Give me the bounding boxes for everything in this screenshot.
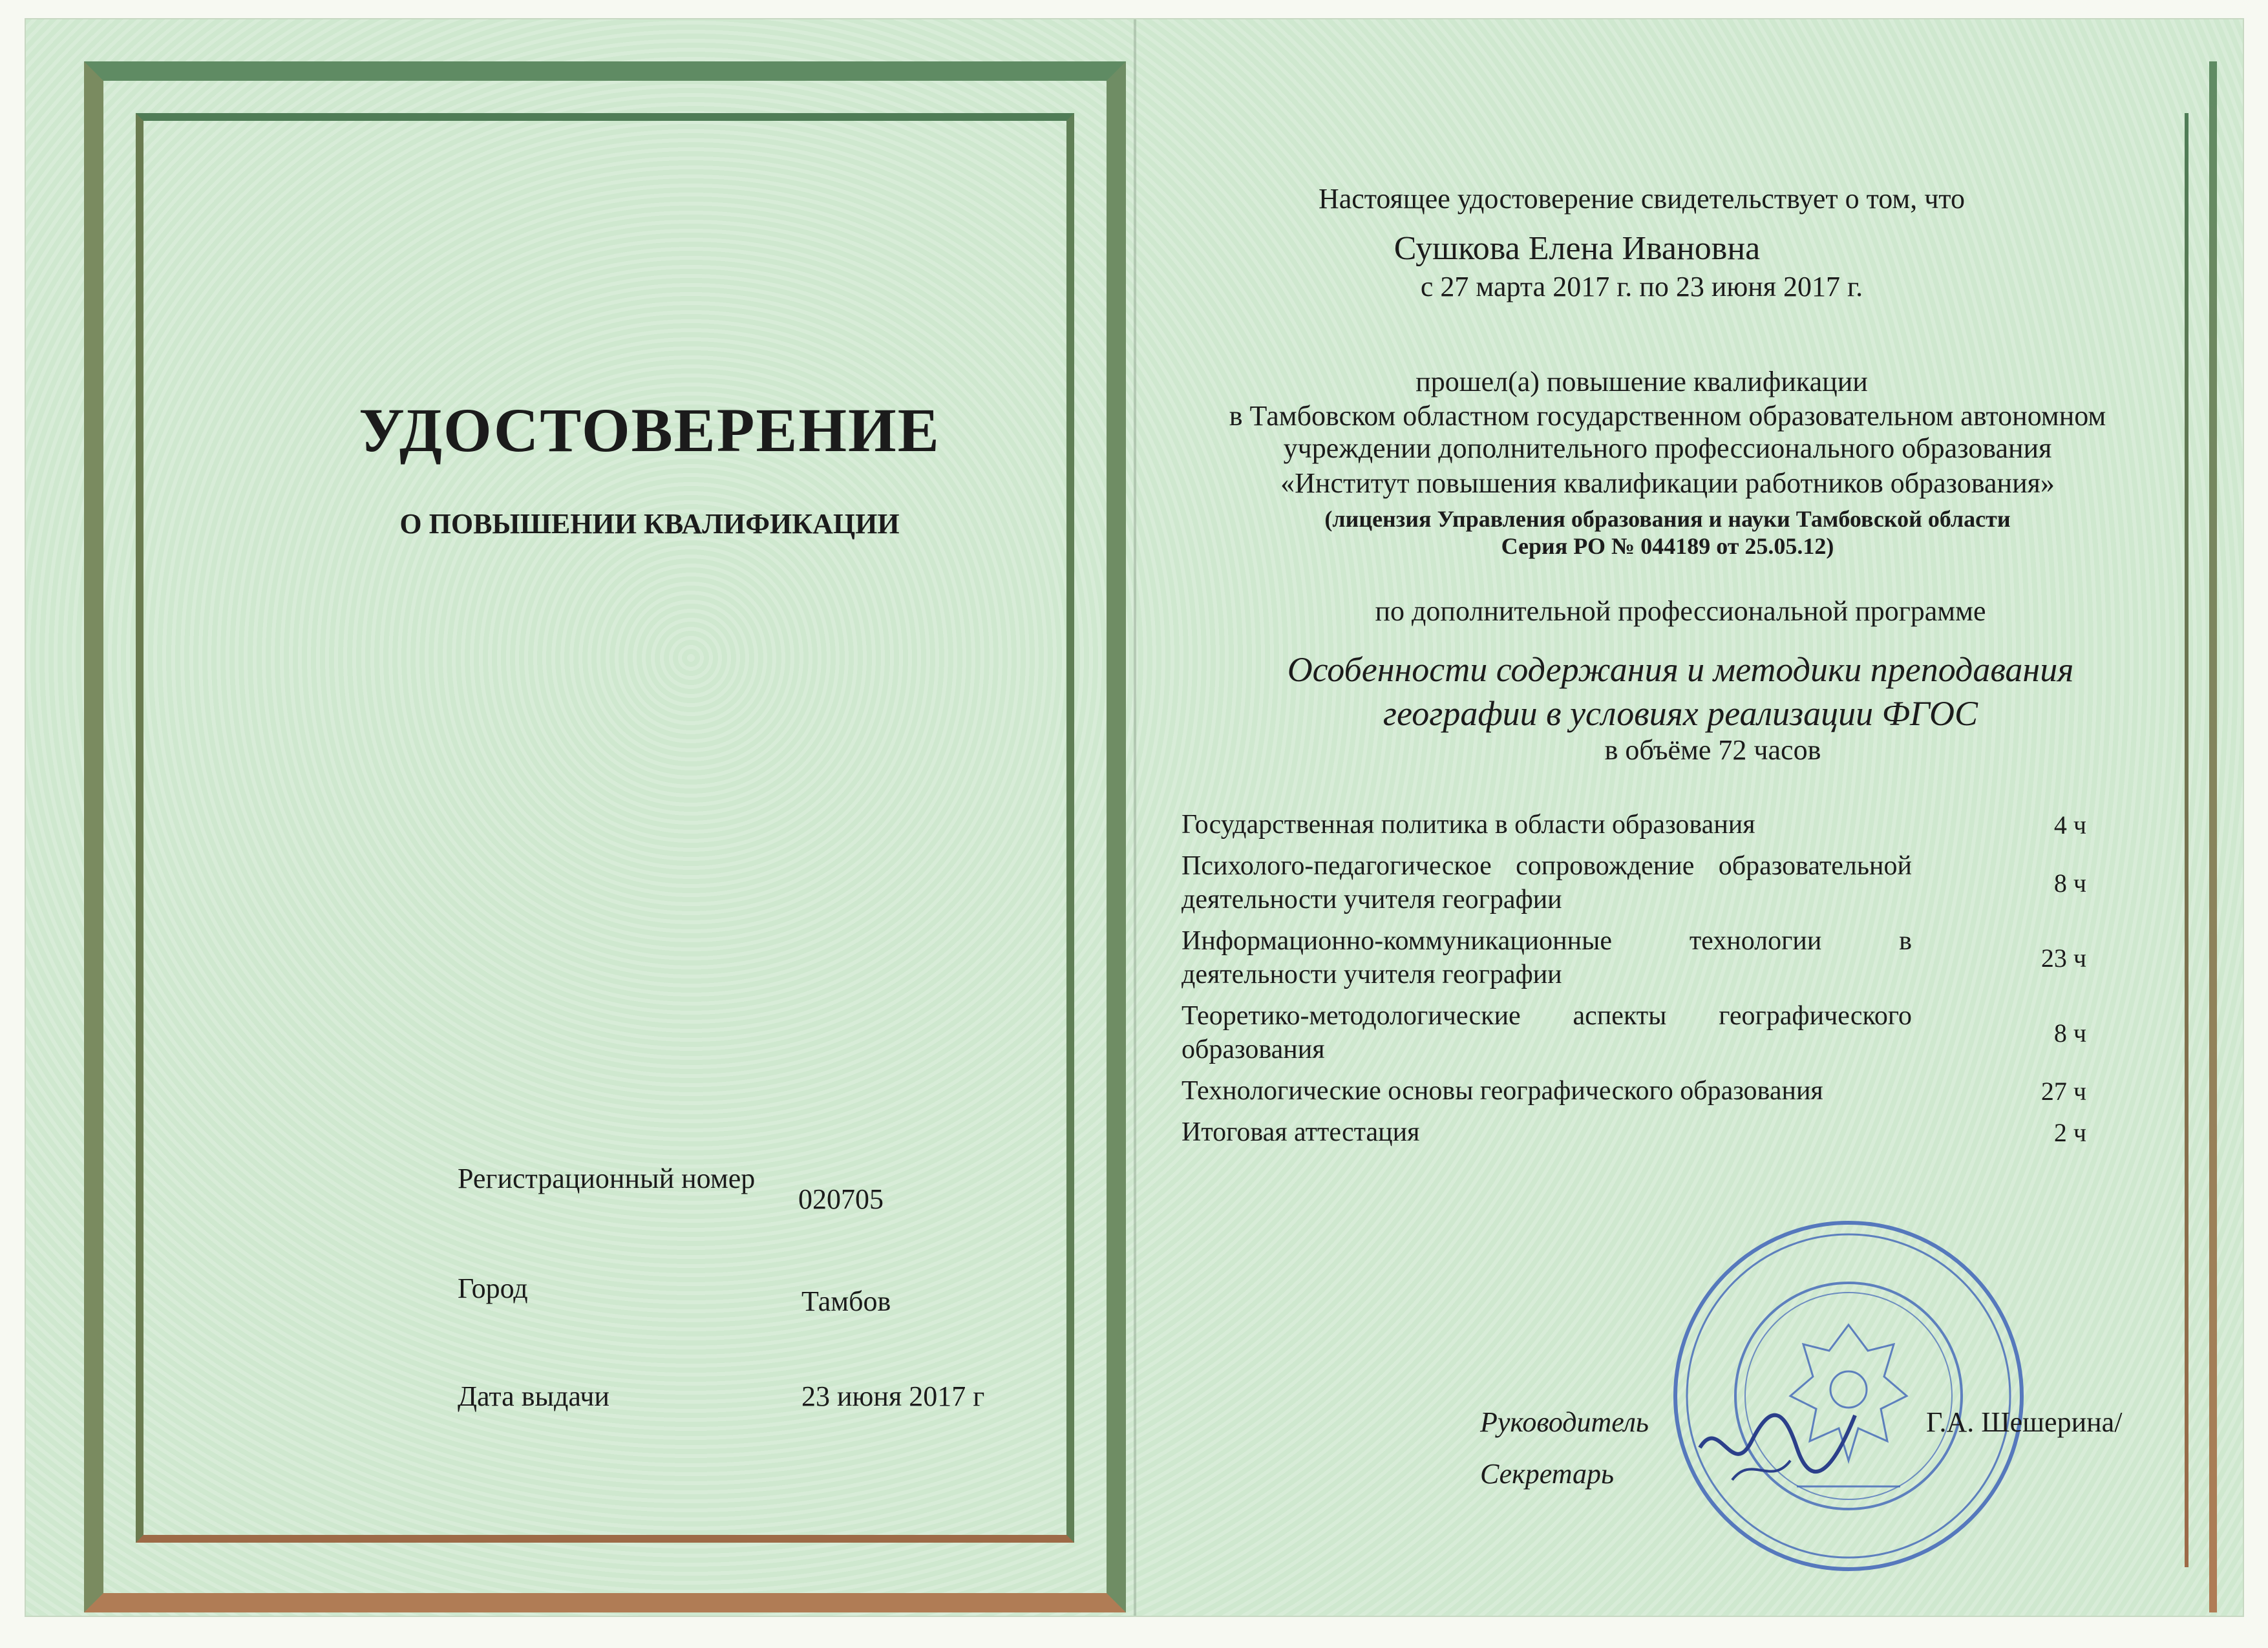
- course-name: Государственная политика в области образования: [1182, 810, 1755, 840]
- course-row: [1182, 1115, 2086, 1149]
- course-row: [1182, 1074, 2086, 1108]
- course-name: Технологические основы географического образования: [1182, 1076, 1823, 1106]
- license-line-1: (лицензия Управления образования и науки Тамбовской области: [1324, 506, 2011, 532]
- registration-number-value: 020705: [798, 1183, 884, 1215]
- secretary-label: Секретарь: [1480, 1458, 1615, 1490]
- certificate-title: УДОСТОВЕРЕНИЕ: [359, 396, 940, 465]
- course-name: Информационно-коммуникационные технологии в деятельности учителя географии: [1182, 926, 1912, 989]
- left-inner-frame: [136, 113, 1074, 1543]
- course-name: Психолого-педагогическое сопровождение образовательной деятельности учителя географии: [1182, 851, 1912, 914]
- course-hours: 27 ч: [2040, 1076, 2086, 1106]
- issue-date-label: Дата выдачи: [458, 1380, 609, 1412]
- course-hours: 2 ч: [2053, 1117, 2086, 1147]
- issue-date-value: 23 июня 2017 г: [801, 1380, 985, 1412]
- course-name: Итоговая аттестация: [1182, 1117, 1420, 1147]
- program-title-line-2: географии в условиях реализации ФГОС: [1383, 694, 1978, 733]
- course-row: [1182, 999, 2086, 1066]
- course-name: Теоретико-методологические аспекты географического образования: [1182, 1001, 1912, 1064]
- city-value: Тамбов: [801, 1285, 891, 1317]
- institution-line-3: «Институт повышения квалификации работников образования»: [1280, 467, 2055, 499]
- course-row: [1182, 808, 2086, 841]
- course-hours: 8 ч: [2053, 868, 2086, 898]
- training-period: с 27 марта 2017 г. по 23 июня 2017 г.: [1420, 271, 1863, 302]
- program-volume: в объёме 72 часов: [1604, 734, 1821, 766]
- passed-text: прошел(а) повышение квалификации: [1415, 366, 1868, 397]
- city-label: Город: [458, 1273, 528, 1304]
- head-label: Руководитель: [1480, 1406, 1649, 1438]
- signature-icon: [1693, 1389, 1861, 1493]
- course-list: [1182, 808, 2086, 1157]
- person-name: Сушкова Елена Ивановна: [1394, 230, 1761, 267]
- head-name: Г.А. Шешерина/: [1926, 1406, 2123, 1438]
- institution-line-1: в Тамбовском областном государственном образовательном автономном: [1229, 400, 2106, 432]
- course-hours: 8 ч: [2053, 1018, 2086, 1048]
- course-row: [1182, 924, 2086, 991]
- intro-text: Настоящее удостоверение свидетельствует о том, что: [1318, 183, 1966, 215]
- course-hours: 4 ч: [2053, 810, 2086, 840]
- course-hours: 23 ч: [2040, 943, 2086, 973]
- program-title-line-1: Особенности содержания и методики преподавания: [1287, 650, 2074, 689]
- right-frame-edge-inner: [2185, 113, 2189, 1567]
- fold-line: [1134, 19, 1136, 1616]
- license-line-2: Серия РО № 044189 от 25.05.12): [1501, 533, 1834, 559]
- registration-number-label: Регистрационный номер: [458, 1163, 756, 1194]
- course-row: [1182, 849, 2086, 916]
- institution-line-2: учреждении дополнительного профессионального образования: [1283, 432, 2052, 464]
- right-frame-edge: [2209, 61, 2217, 1612]
- certificate-subtitle: О ПОВЫШЕНИИ КВАЛИФИКАЦИИ: [399, 508, 900, 540]
- program-intro: по дополнительной профессиональной программе: [1375, 595, 1986, 627]
